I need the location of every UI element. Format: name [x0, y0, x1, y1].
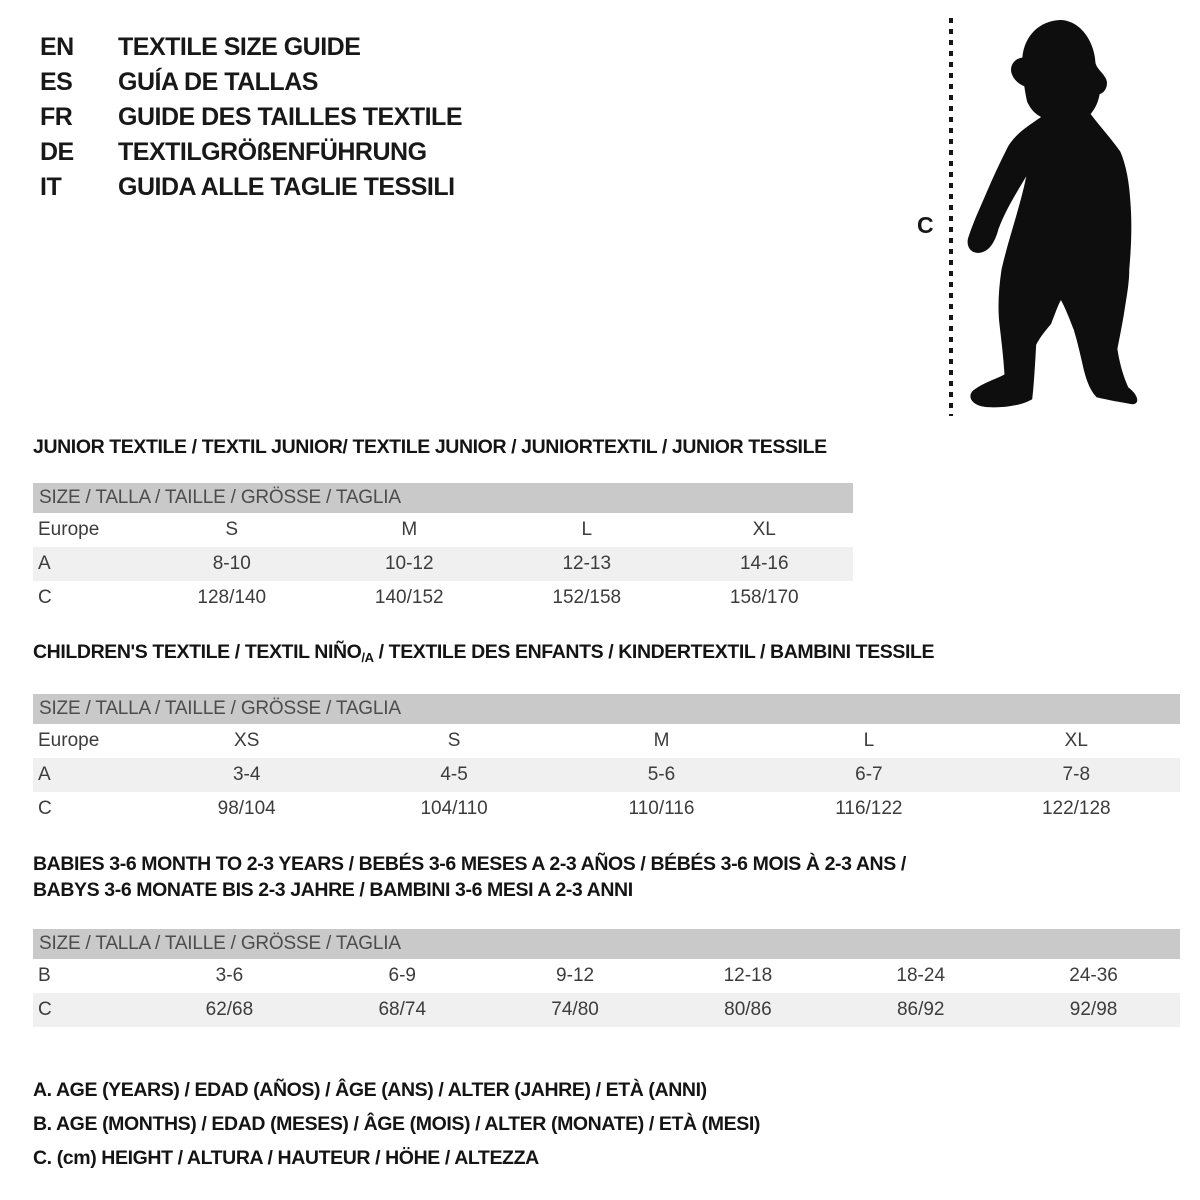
language-code: DE: [40, 138, 74, 166]
row-label: C: [38, 587, 52, 608]
size-cell: L: [863, 730, 875, 751]
age-cell: 6-7: [765, 758, 972, 792]
age-cell: 9-12: [556, 965, 595, 986]
guide-title: TEXTILGRÖßENFÜHRUNG: [118, 138, 427, 166]
table-header-row: [33, 483, 853, 513]
height-cell: 128/140: [197, 587, 267, 608]
height-measure-dashed-line: [949, 18, 953, 416]
size-cell: XL: [752, 519, 776, 540]
table-row-age: [33, 758, 1180, 792]
children-title-pre: CHILDREN'S TEXTILE / TEXTIL NIÑO: [33, 641, 362, 663]
size-cell: S: [225, 519, 239, 540]
size-header-bar: SIZE / TALLA / TAILLE / GRÖSSE / TAGLIA: [33, 483, 853, 513]
table-header-row: [33, 929, 1180, 959]
size-cell: L: [581, 519, 593, 540]
row-label: C: [38, 798, 52, 819]
size-cell: XS: [234, 730, 260, 751]
children-title-sub: /A: [361, 650, 374, 665]
language-code: EN: [40, 33, 74, 61]
height-cell: 62/68: [143, 993, 316, 1027]
age-cell: 12-18: [723, 965, 773, 986]
table-row-height: [33, 792, 1180, 826]
size-header-bar: SIZE / TALLA / TAILLE / GRÖSSE / TAGLIA: [33, 929, 1180, 959]
age-cell: 10-12: [321, 547, 499, 581]
age-cell: 8-10: [143, 547, 321, 581]
size-cell: M: [401, 519, 418, 540]
age-cell: 5-6: [558, 758, 765, 792]
babies-section-title: [33, 851, 1200, 903]
language-code: ES: [40, 68, 73, 96]
legend-line-a: A. AGE (YEARS) / EDAD (AÑOS) / ÂGE (ANS) / ALTER (JAHRE) / ETÀ (ANNI): [33, 1079, 707, 1101]
guide-title: GUIDE DES TAILLES TEXTILE: [118, 103, 463, 131]
children-title-post: / TEXTILE DES ENFANTS / KINDERTEXTIL / BAMBINI TESSILE: [373, 641, 935, 663]
row-label: Europe: [38, 519, 100, 540]
guide-title: GUIDA ALLE TAGLIE TESSILI: [118, 173, 455, 201]
size-cell: S: [447, 730, 461, 751]
size-header-bar: SIZE / TALLA / TAILLE / GRÖSSE / TAGLIA: [33, 694, 1180, 724]
toddler-silhouette-icon: [962, 14, 1147, 420]
age-cell: 6-9: [388, 965, 416, 986]
measurement-figure: [905, 12, 1160, 422]
height-cell: 140/152: [374, 587, 444, 608]
language-code: FR: [40, 103, 73, 131]
height-cell: 98/104: [217, 798, 276, 819]
row-label: Europe: [38, 730, 100, 751]
height-cell: 74/80: [489, 993, 662, 1027]
table-header-row: [33, 694, 1180, 724]
children-section-title: [33, 641, 1200, 669]
guide-title: TEXTILE SIZE GUIDE: [118, 33, 361, 61]
age-cell: 24-36: [1069, 965, 1118, 986]
age-cell: 12-13: [498, 547, 676, 581]
babies-title-line2: BABYS 3-6 MONATE BIS 2-3 JAHRE / BAMBINI 3-6 MESI A 2-3 ANNI: [33, 879, 633, 901]
height-cell: 152/158: [552, 587, 622, 608]
table-row-age-months: [33, 959, 1180, 993]
row-label: B: [38, 965, 51, 986]
babies-title-line1: BABIES 3-6 MONTH TO 2-3 YEARS / BEBÉS 3-6 MESES A 2-3 AÑOS / BÉBÉS 3-6 MOIS À 2-3 ANS /: [33, 853, 906, 875]
height-cell: 122/128: [1041, 798, 1111, 819]
height-cell: 116/122: [835, 798, 903, 819]
age-cell: 3-6: [215, 965, 244, 986]
table-row-europe: [33, 513, 853, 547]
age-cell: 3-4: [143, 758, 350, 792]
height-cell: 158/170: [729, 587, 799, 608]
age-cell: 7-8: [973, 758, 1180, 792]
row-label: A: [33, 758, 143, 792]
table-row-height: [33, 581, 853, 615]
age-cell: 18-24: [896, 965, 946, 986]
height-cell: 80/86: [661, 993, 834, 1027]
height-cell: 104/110: [420, 798, 488, 819]
age-cell: 14-16: [676, 547, 854, 581]
age-cell: 4-5: [350, 758, 557, 792]
babies-size-table: [33, 929, 1180, 1027]
junior-size-table: [33, 483, 853, 615]
guide-title: GUÍA DE TALLAS: [118, 68, 318, 96]
children-size-table: [33, 694, 1180, 826]
measure-c-label: C: [917, 212, 934, 238]
table-row-europe: [33, 724, 1180, 758]
size-cell: M: [653, 730, 670, 751]
measurement-legend: [33, 1073, 1200, 1175]
row-label: C: [33, 993, 143, 1027]
size-cell: XL: [1064, 730, 1088, 751]
junior-section-title: JUNIOR TEXTILE / TEXTIL JUNIOR/ TEXTILE JUNIOR / JUNIORTEXTIL / JUNIOR TESSILE: [33, 436, 827, 458]
table-row-height: [33, 993, 1180, 1027]
legend-line-c: C. (cm) HEIGHT / ALTURA / HAUTEUR / HÖHE / ALTEZZA: [33, 1147, 539, 1169]
row-label: A: [33, 547, 143, 581]
language-code: IT: [40, 173, 62, 201]
height-cell: 68/74: [316, 993, 489, 1027]
height-cell: 92/98: [1007, 993, 1180, 1027]
height-cell: 110/116: [628, 798, 695, 819]
legend-line-b: B. AGE (MONTHS) / EDAD (MESES) / ÂGE (MOIS) / ALTER (MONATE) / ETÀ (MESI): [33, 1113, 760, 1135]
height-cell: 86/92: [834, 993, 1007, 1027]
table-row-age: [33, 547, 853, 581]
